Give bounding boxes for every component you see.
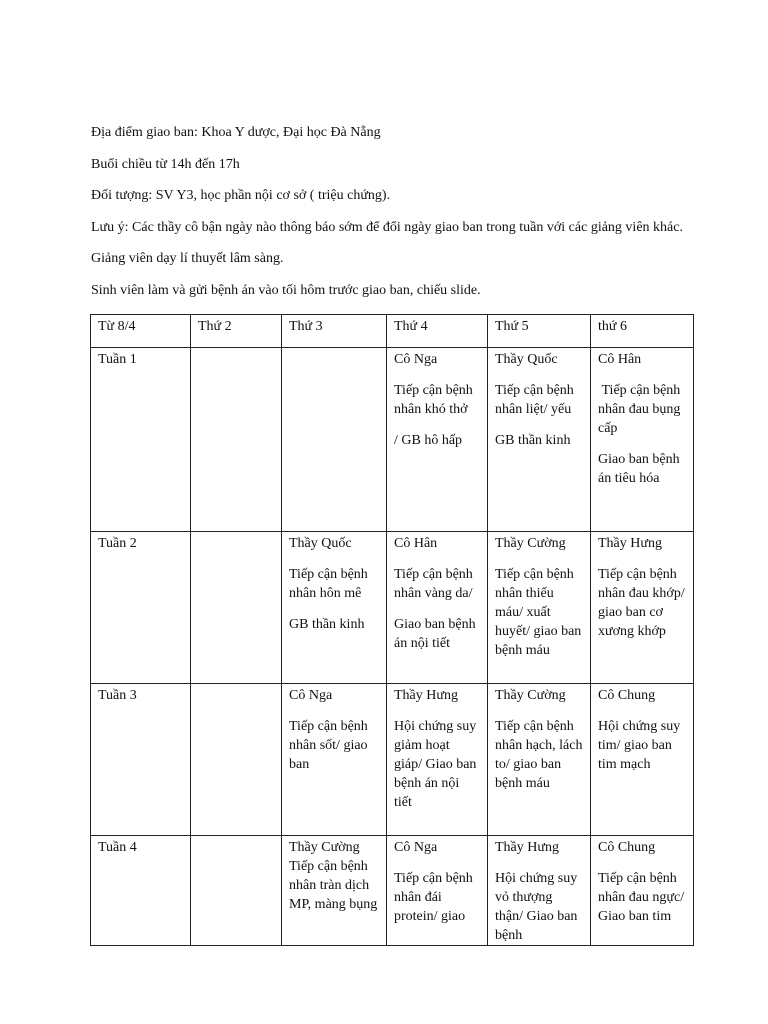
teacher-name: Cô Nga xyxy=(289,688,333,703)
teacher-name: Thầy Quốc xyxy=(495,352,558,367)
topic-text: Tiếp cận bệnh nhân liệt/ yếu xyxy=(495,383,574,417)
teacher-name: Thầy Hưng xyxy=(598,536,662,551)
fri-cell xyxy=(591,348,694,532)
week-cell: Tuần 4 xyxy=(91,836,191,946)
thu-cell xyxy=(488,836,591,946)
topic-text: Tiếp cận bệnh nhân sốt/ giao ban xyxy=(289,719,368,772)
week-cell: Tuần 2 xyxy=(91,532,191,684)
topic-text: Tiếp cận bệnh nhân vàng da/ xyxy=(394,567,473,601)
header-cell-thu: Thứ 5 xyxy=(488,315,591,348)
topic-text: Hội chứng suy tim/ giao ban tim mạch xyxy=(598,719,681,772)
table-row xyxy=(91,836,694,946)
topic-text: Hội chứng suy vỏ thượng thận/ Giao ban bệnh xyxy=(495,871,578,943)
topic-text: Tiếp cận bệnh nhân hạch, lách to/ giao ban bệnh máu xyxy=(495,719,583,791)
note-line: Lưu ý: Các thầy cô bận ngày nào thông báo sớm để đổi ngày giao ban trong tuần với các giảng viên khác. xyxy=(91,220,683,235)
table-header-row xyxy=(91,315,694,348)
wed-cell xyxy=(387,348,488,532)
teacher-name: Thầy Quốc xyxy=(289,536,352,551)
briefing-text: GB thần kinh xyxy=(495,433,571,448)
topic-text: Tiếp cận bệnh nhân khó thở xyxy=(394,383,473,417)
teacher-name: Cô Nga xyxy=(394,840,438,855)
teacher-name: Cô Chung xyxy=(598,840,656,855)
thu-cell xyxy=(488,532,591,684)
wed-cell xyxy=(387,836,488,946)
week-cell: Tuần 1 xyxy=(91,348,191,532)
teacher-name: Thầy Cường xyxy=(289,840,360,855)
table-row xyxy=(91,348,694,532)
teacher-name: Cô Hân xyxy=(598,352,642,367)
tue-cell xyxy=(282,684,387,836)
header-cell-tue: Thứ 3 xyxy=(282,315,387,348)
wed-cell xyxy=(387,532,488,684)
time-line: Buổi chiều từ 14h đến 17h xyxy=(91,157,240,172)
briefing-text: Giao ban bệnh án nội tiết xyxy=(394,617,476,651)
tue-cell xyxy=(282,532,387,684)
topic-text: Hội chứng suy giảm hoạt giáp/ Giao ban bệnh án nội tiết xyxy=(394,719,477,810)
teacher-name: Cô Nga xyxy=(394,352,438,367)
header-cell-wed: Thứ 4 xyxy=(387,315,488,348)
mon-cell xyxy=(191,684,282,836)
thu-cell xyxy=(488,348,591,532)
teacher-name: Cô Hân xyxy=(394,536,438,551)
topic-text: Tiếp cận bệnh nhân đau bụng cấp xyxy=(598,383,684,436)
thu-cell xyxy=(488,684,591,836)
mon-cell xyxy=(191,836,282,946)
teacher-name: Thầy Hưng xyxy=(495,840,559,855)
table-row xyxy=(91,684,694,836)
topic-text: Tiếp cận bệnh nhân đau khớp/ giao ban cơ xương khớp xyxy=(598,567,685,639)
audience-line: Đối tượng: SV Y3, học phần nội cơ sở ( triệu chứng). xyxy=(91,188,391,203)
lecturer-line: Giảng viên dạy lí thuyết lâm sàng. xyxy=(91,251,284,266)
topic-text: Tiếp cận bệnh nhân đau ngực/ Giao ban tim xyxy=(598,871,685,924)
teacher-name: Thầy Cường xyxy=(495,688,566,703)
student-line: Sinh viên làm và gửi bệnh án vào tối hôm trước giao ban, chiếu slide. xyxy=(91,283,481,298)
week-cell: Tuần 3 xyxy=(91,684,191,836)
fri-cell xyxy=(591,684,694,836)
fri-cell xyxy=(591,532,694,684)
tue-cell xyxy=(282,348,387,532)
mon-cell xyxy=(191,348,282,532)
topic-text: Tiếp cận bệnh nhân thiếu máu/ xuất huyết/ giao ban bệnh máu xyxy=(495,567,582,658)
location-line: Địa điểm giao ban: Khoa Y dược, Đại học Đà Nẵng xyxy=(91,125,381,140)
wed-cell xyxy=(387,684,488,836)
briefing-text: Giao ban bệnh án tiêu hóa xyxy=(598,452,680,486)
table-row xyxy=(91,532,694,684)
fri-cell xyxy=(591,836,694,946)
header-cell-week: Từ 8/4 xyxy=(91,315,191,348)
briefing-text: GB thần kinh xyxy=(289,617,365,632)
tue-cell xyxy=(282,836,387,946)
teacher-name: Thầy Hưng xyxy=(394,688,458,703)
topic-text: Tiếp cận bệnh nhân hôn mê xyxy=(289,567,368,601)
teacher-name: Thầy Cường xyxy=(495,536,566,551)
header-cell-fri: thứ 6 xyxy=(591,315,694,348)
header-cell-mon: Thứ 2 xyxy=(191,315,282,348)
schedule-table xyxy=(90,314,694,946)
briefing-text: / GB hô hấp xyxy=(394,433,463,448)
topic-text: Tiếp cận bệnh nhân đái protein/ giao xyxy=(394,871,473,924)
teacher-name: Cô Chung xyxy=(598,688,656,703)
mon-cell xyxy=(191,532,282,684)
topic-text: Tiếp cận bệnh nhân tràn dịch MP, màng bụng xyxy=(289,859,378,912)
